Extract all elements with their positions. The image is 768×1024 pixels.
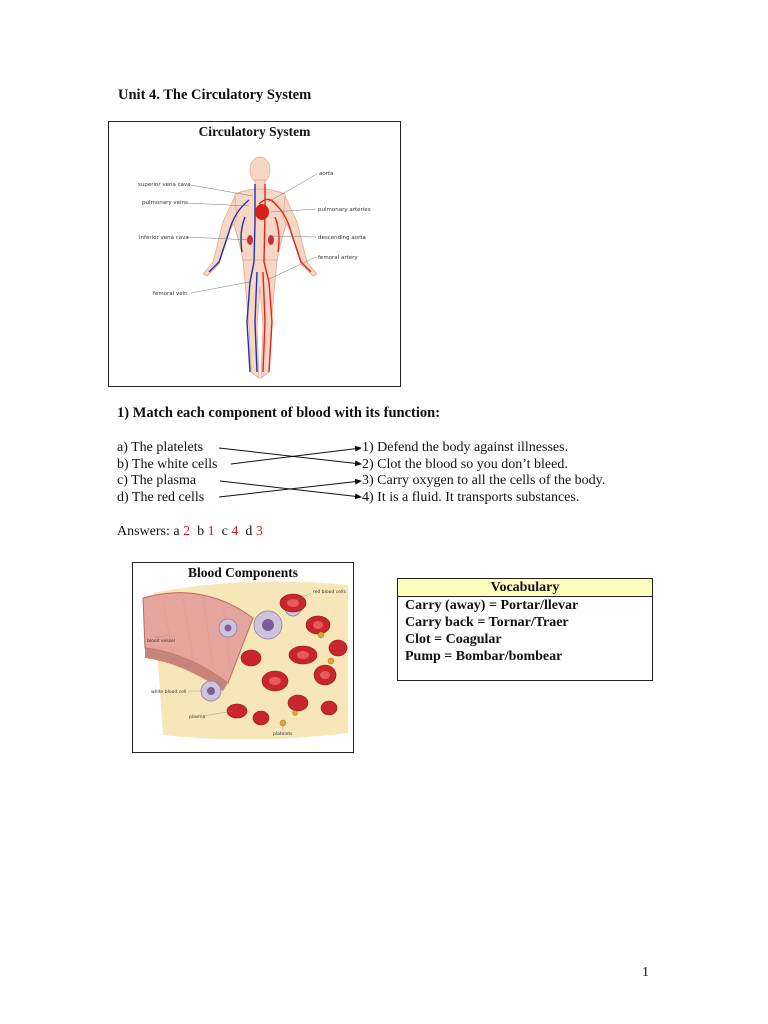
label-femoral-artery: femoral artery [318, 255, 358, 261]
vocabulary-item: Pump = Bombar/bombear [405, 649, 563, 664]
answer-c-letter: c [221, 524, 228, 539]
label-pulmonary-arteries: pulmonary arteries [318, 207, 371, 213]
answer-b-letter: b [197, 524, 205, 539]
blood-components-figure [132, 562, 354, 753]
answers-line [117, 524, 263, 540]
label-plasma: plasma [189, 715, 206, 720]
answer-b-number: 1 [207, 524, 215, 539]
vocabulary-item: Clot = Coagular [405, 632, 502, 647]
right-item-3: 3) Carry oxygen to all the cells of the body. [362, 473, 606, 488]
vocabulary-box [397, 578, 653, 681]
answer-a-letter: a [173, 524, 180, 539]
unit-title: Unit 4. The Circulatory System [118, 87, 312, 103]
label-blood-vessel: blood vessel [147, 639, 176, 644]
figure-caption: Blood Components [188, 565, 298, 580]
vocabulary-item: Carry (away) = Portar/llevar [405, 598, 579, 613]
left-item-b: b) The white cells [117, 456, 218, 472]
right-item-2: 2) Clot the blood so you don’t bleed. [362, 456, 568, 472]
label-descending-aorta: descending aorta [318, 235, 366, 241]
vocabulary-title: Vocabulary [398, 579, 652, 597]
figure-caption: Circulatory System [198, 124, 311, 139]
right-item-1: 1) Defend the body against illnesses. [362, 440, 569, 455]
label-aorta: aorta [319, 171, 334, 177]
answer-d-letter: d [245, 524, 253, 539]
answer-a-number: 2 [183, 524, 191, 539]
answer-d-number: 3 [255, 524, 263, 539]
left-item-a: a) The platelets [117, 440, 204, 455]
answer-c-number: 4 [231, 524, 239, 539]
left-item-d: d) The red cells [117, 489, 205, 505]
question-1-title: 1) Match each component of blood with its function: [117, 405, 441, 421]
label-femoral-vein: femoral vein [153, 291, 188, 297]
label-white-blood-cell: white blood cell [151, 690, 187, 695]
label-superior-vena-cava: superior vena cava [138, 182, 191, 188]
page-number: 1 [642, 965, 649, 980]
label-pulmonary-veins: pulmonary veins [142, 200, 188, 206]
label-inferior-vena-cava: inferior vena cava [139, 235, 189, 241]
label-platelets: platelets [273, 732, 293, 737]
right-item-4: 4) It is a fluid. It transports substances. [362, 489, 580, 505]
vocabulary-item: Carry back = Tornar/Traer [405, 615, 569, 630]
blood-components-illustration [133, 563, 355, 754]
answers-label: Answers: [117, 524, 170, 539]
left-item-c: c) The plasma [117, 473, 197, 488]
label-red-blood-cells: red blood cells [313, 590, 346, 595]
